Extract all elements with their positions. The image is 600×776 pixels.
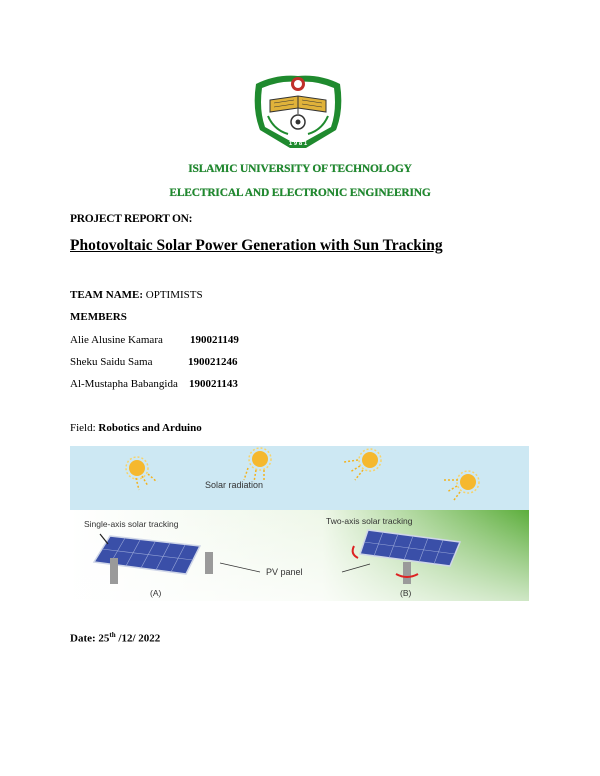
pv-panel-label: PV panel xyxy=(266,567,303,577)
team-name-line xyxy=(70,289,203,301)
solar-radiation-label: Solar radiation xyxy=(205,480,264,490)
university-logo xyxy=(250,70,346,150)
logo-year-text: 1 9 8 1 xyxy=(288,141,308,147)
member-id: 190021143 xyxy=(189,378,238,390)
field-line xyxy=(70,422,202,434)
date-day: 25 xyxy=(98,632,110,645)
date-rest: /12/ 2022 xyxy=(118,632,161,645)
solar-tracking-figure xyxy=(70,446,529,601)
label-b: (B) xyxy=(400,588,412,598)
team-name-label: TEAM NAME: xyxy=(70,289,144,301)
member-name: Al-Mustapha Babangida xyxy=(70,378,178,390)
team-name-value: OPTIMISTS xyxy=(145,289,203,301)
report-label: PROJECT REPORT ON: xyxy=(70,213,193,225)
member-id: 190021246 xyxy=(188,356,238,368)
member-name: Alie Alusine Kamara xyxy=(70,334,163,346)
sky-band xyxy=(70,446,529,510)
department-name: ELECTRICAL AND ELECTRONIC ENGINEERING xyxy=(169,187,431,199)
member-id: 190021149 xyxy=(190,334,239,346)
field-value: Robotics and Arduino xyxy=(98,422,202,434)
date-label: Date: xyxy=(70,632,96,645)
members-label: MEMBERS xyxy=(70,311,127,323)
date-suffix: th xyxy=(109,631,116,639)
report-title: Photovoltaic Solar Power Generation with Sun Tracking xyxy=(70,237,443,254)
field-label: Field: xyxy=(70,422,96,434)
single-axis-label: Single-axis solar tracking xyxy=(84,519,179,529)
university-crest-icon xyxy=(250,70,346,150)
member-name: Sheku Saidu Sama xyxy=(70,356,153,368)
label-a: (A) xyxy=(150,588,162,598)
university-name: ISLAMIC UNIVERSITY OF TECHNOLOGY xyxy=(188,163,412,175)
two-axis-label: Two-axis solar tracking xyxy=(326,516,413,526)
date-line xyxy=(70,631,160,645)
